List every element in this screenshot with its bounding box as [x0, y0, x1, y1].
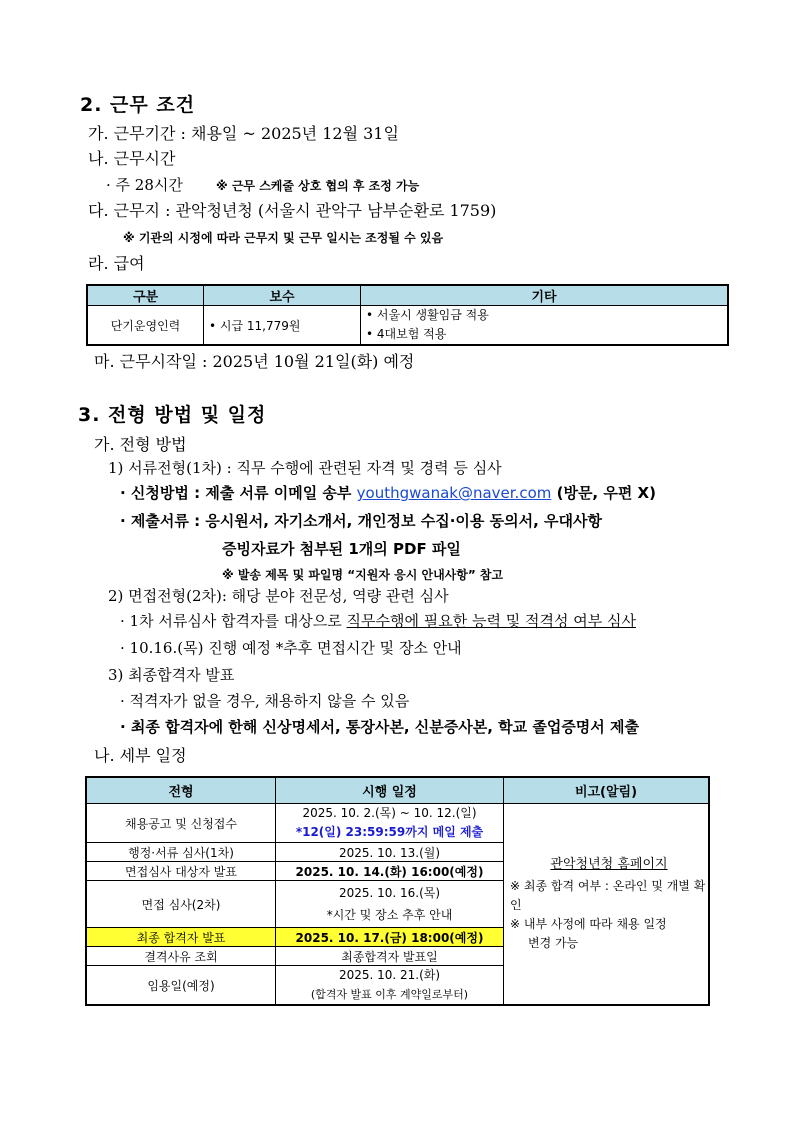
- step1-title: 1) 서류전형(1차) : 직무 수행에 관련된 자격 및 경력 등 심사: [108, 459, 502, 477]
- step3-title: 3) 최종합격자 발표: [108, 666, 235, 684]
- start-date: 마. 근무시작일 : 2025년 10월 21일(화) 예정: [94, 352, 415, 371]
- sched-r5-date: 2025. 10. 17.(금) 18:00(예정): [276, 928, 504, 947]
- sched-r1-date-line2: *12(일) 23:59:59까지 메일 제출: [295, 825, 484, 839]
- pay-etc: [361, 306, 729, 346]
- work-hours-note: ※ 근무 스케줄 상호 협의 후 조정 가능: [216, 179, 420, 193]
- step2-item-2: · 10.16.(목) 진행 예정 *추후 면접시간 및 장소 안내: [120, 639, 462, 657]
- pay-category: 단기운영인력: [87, 306, 204, 346]
- schedule-label: 나. 세부 일정: [94, 746, 187, 765]
- note-line-2: ※ 내부 사정에 따라 채용 일정: [510, 917, 667, 931]
- apply-method-suffix: (방문, 우편 X): [556, 484, 656, 502]
- work-period: 가. 근무기간 : 채용일 ~ 2025년 12월 31일: [88, 124, 399, 143]
- sched-header-date: 시행 일정: [276, 777, 504, 804]
- apply-email-link[interactable]: youthgwanak@naver.com: [356, 484, 552, 502]
- step3-item-2: · 최종 합격자에 한해 신상명세서, 통장사본, 신분증사본, 학교 졸업증명서 제출: [120, 718, 639, 736]
- pay-header-category: 구분: [87, 285, 204, 306]
- method-label: 가. 전형 방법: [94, 435, 187, 454]
- work-hours-label: 나. 근무시간: [88, 149, 176, 168]
- pay-etc-line-1: • 서울시 생활임금 적용: [366, 308, 489, 322]
- pay-table: [86, 284, 729, 346]
- sched-r1-date-line1: 2025. 10. 2.(목) ~ 10. 12.(일): [302, 806, 477, 820]
- docs-line-1: · 제출서류 : 응시원서, 자기소개서, 개인정보 수집·이용 동의서, 우대사항: [120, 512, 602, 530]
- schedule-table: [85, 776, 710, 1006]
- note-line-3: 변경 가능: [528, 936, 579, 950]
- apply-method-prefix: · 신청방법 : 제출 서류 이메일 송부: [120, 484, 352, 502]
- sched-r7-date-line1: 2025. 10. 21.(화): [338, 968, 441, 982]
- step3-item-1: · 적격자가 없을 경우, 채용하지 않을 수 있음: [120, 692, 410, 710]
- sched-r2-stage: 행정·서류 심사(1차): [86, 843, 276, 862]
- work-hours-weekly: · 주 28시간: [106, 176, 183, 194]
- pay-wage: • 시급 11,779원: [204, 306, 361, 346]
- sched-r6-stage: 결격사유 조회: [86, 947, 276, 966]
- apply-method: [120, 486, 656, 501]
- work-location-note: ※ 기관의 시정에 따라 근무지 및 근무 일시는 조정될 수 있음: [123, 231, 444, 245]
- sched-r1-date: [276, 804, 504, 843]
- docs-line-2: 증빙자료가 첨부된 1개의 PDF 파일: [222, 540, 461, 558]
- step2-item-1-underlined: 직무수행에 필요한 능력 및 적격성 여부 심사: [346, 612, 636, 630]
- sched-r2-date: 2025. 10. 13.(월): [276, 843, 504, 862]
- sched-r7-date: [276, 966, 504, 1006]
- sched-header-note: 비고(알림): [504, 777, 710, 804]
- step2-item-1: [120, 614, 636, 629]
- docs-note: ※ 발송 제목 및 파일명 “지원자 응시 안내사항” 참고: [222, 568, 504, 582]
- sched-r6-date: 최종합격자 발표일: [276, 947, 504, 966]
- sched-header-stage: 전형: [86, 777, 276, 804]
- sched-r7-date-line2: (합격자 발표 이후 계약일로부터): [310, 988, 469, 1001]
- step2-item-1-plain: · 1차 서류심사 합격자를 대상으로: [120, 612, 342, 630]
- sched-r3-stage: 면접심사 대상자 발표: [86, 862, 276, 881]
- sched-note-cell: [504, 804, 710, 1006]
- pay-header-wage: 보수: [204, 285, 361, 306]
- sched-r1-stage: 채용공고 및 신청접수: [86, 804, 276, 843]
- step2-title: 2) 면접전형(2차): 해당 분야 전문성, 역량 관련 심사: [108, 587, 449, 605]
- sched-r4-date-line2: *시간 및 장소 추후 안내: [326, 908, 453, 922]
- pay-etc-line-2: • 4대보험 적용: [366, 327, 447, 341]
- sched-r4-date-line1: 2025. 10. 16.(목): [338, 886, 441, 900]
- sched-r4-date: [276, 881, 504, 928]
- pay-header-etc: 기타: [361, 285, 729, 306]
- sched-r3-date: 2025. 10. 14.(화) 16:00(예정): [276, 862, 504, 881]
- sched-r5-stage: 최종 합격자 발표: [86, 928, 276, 947]
- section-2-heading: 2. 근무 조건: [80, 94, 196, 116]
- sched-r7-stage: 임용일(예정): [86, 966, 276, 1006]
- sched-r4-stage: 면접 심사(2차): [86, 881, 276, 928]
- salary-label: 라. 급여: [88, 254, 145, 273]
- section-3-heading: 3. 전형 방법 및 일정: [78, 404, 267, 426]
- homepage-note: 관악청년청 홈페이지: [550, 857, 668, 872]
- note-line-1: ※ 최종 합격 여부 : 온라인 및 개별 확인: [510, 879, 706, 912]
- work-location: 다. 근무지 : 관악청년청 (서울시 관악구 남부순환로 1759): [88, 201, 497, 220]
